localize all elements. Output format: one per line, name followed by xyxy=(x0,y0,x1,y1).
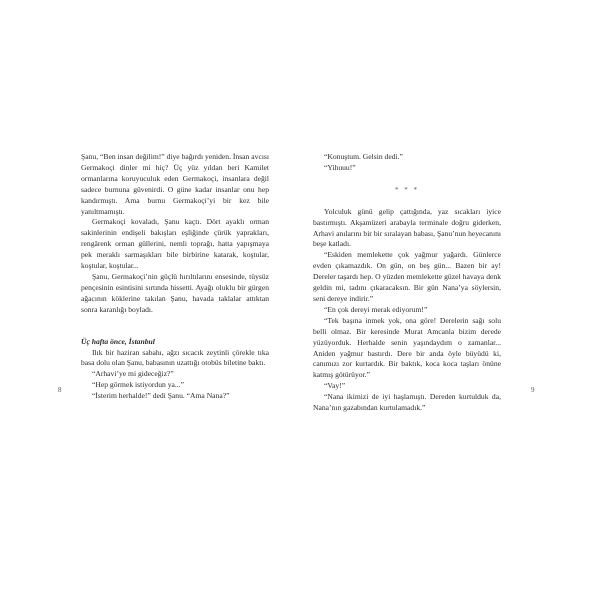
paragraph: Şanu, “Ben insan değilim!” diye bağırdı yeniden. İnsan avcısı Germakoçi dinler mi hiç? Üç yüz yıldan beri Kamilet ormanlarına koruyuculuk eden Germakoçi, insanlara değil sadece burnuna güvenirdi. O güne kadar insanlar onu hep kandırmıştı. Ama burnu Germakoçi’yi bir kez bile yanıltmamıştı. xyxy=(81,152,269,216)
dialog-line: “Konuştum. Gelsin dedi.” xyxy=(324,152,403,161)
page-number: 8 xyxy=(58,386,62,394)
paragraph: “Nana ikimizi de iyi haşlamıştı. Dereden kurtulduk da, Nana’nın gazabından kurtulamadık.” xyxy=(313,392,501,413)
right-text-column xyxy=(313,152,501,414)
dialog-line: “Vay!” xyxy=(324,381,346,391)
dialog-line: “Yihuuu!” xyxy=(324,162,356,172)
spacer xyxy=(313,196,501,207)
spacer xyxy=(81,316,269,337)
spacer xyxy=(313,174,501,185)
dialog-line: “Hep görmek istiyordun ya...” xyxy=(92,380,184,390)
page-number: 9 xyxy=(531,386,535,394)
paragraph: Ilık bir haziran sabahı, ağzı sıcacık zeytinli çörekle tıka basa dolu olan Şanu, babasının uzattığı otobüs biletine baktı. xyxy=(81,347,269,368)
paragraph: “Eskiden memlekette çok yağmur yağardı. Günlerce evden çıkamazdık. On gün, on beş gün... Bazen bir ay! Dereler taşardı hep. O yüzden memlekette güzel havaya denk geldin mi, tadını çıkaracaksın. Bir gün Nana’ya söylersin, seni dereye indirir.” xyxy=(313,250,501,303)
dialog-line: “En çok dereyi merak ediyorum!” xyxy=(324,304,428,314)
paragraph: Şanu, Germakoçi’nin güçlü hırıltılarını ensesinde, tüysüz pençesinin esintisini sırtında hissetti. Ayağı oluklu bir gürgen ağacının köklerine takılan Şanu, havada taklalar attıktan sonra karanlığı boyladı. xyxy=(81,271,269,314)
paragraph: “Tek başına inmek yok, ona göre! Derelerin sağı solu belli olmaz. Bir keresinde Murat Amcanla bizim derede yüzüyorduk. Herhalde senin yaşındaydım o zamanlar... Aniden yağmur bastırdı. Dere bir anda öyle büyüdü ki, canımızı zor kurtardık. Bir baktık, koca koca taşları önüne katmış götürüyor.” xyxy=(313,315,501,380)
scene-separator: * * * xyxy=(395,185,419,194)
paragraph: Yolculuk günü gelip çattığında, yaz sıcakları iyice bastırmıştı. Akşamüzeri arabayla terminale doğru giderken, Arhavi anılarını bir bir sıralayan babası, Şanu’nun heyecanını beşe katladı. xyxy=(313,206,501,249)
section-heading: Üç hafta önce, İstanbul xyxy=(81,336,155,346)
paragraph: Germakoçi kovaladı, Şanu kaçtı. Dört ayaklı orman sakinlerinin endişeli bakışları eşliğinde çürük yaprakları, rengârenk orman güllerini, nemli toprağı, hatta yapışmaya pek meraklı sarmaşıkları bile birbirine katarak, koştular, koştular, koştular... xyxy=(81,217,269,271)
left-text-column xyxy=(81,152,269,402)
right-page xyxy=(300,0,600,600)
dialog-line: “İsterim herhalde!” dedi Şanu. “Ama Nana?” xyxy=(92,391,230,401)
dialog-line: “Arhavi’ye mi gideceğiz?” xyxy=(92,369,174,379)
